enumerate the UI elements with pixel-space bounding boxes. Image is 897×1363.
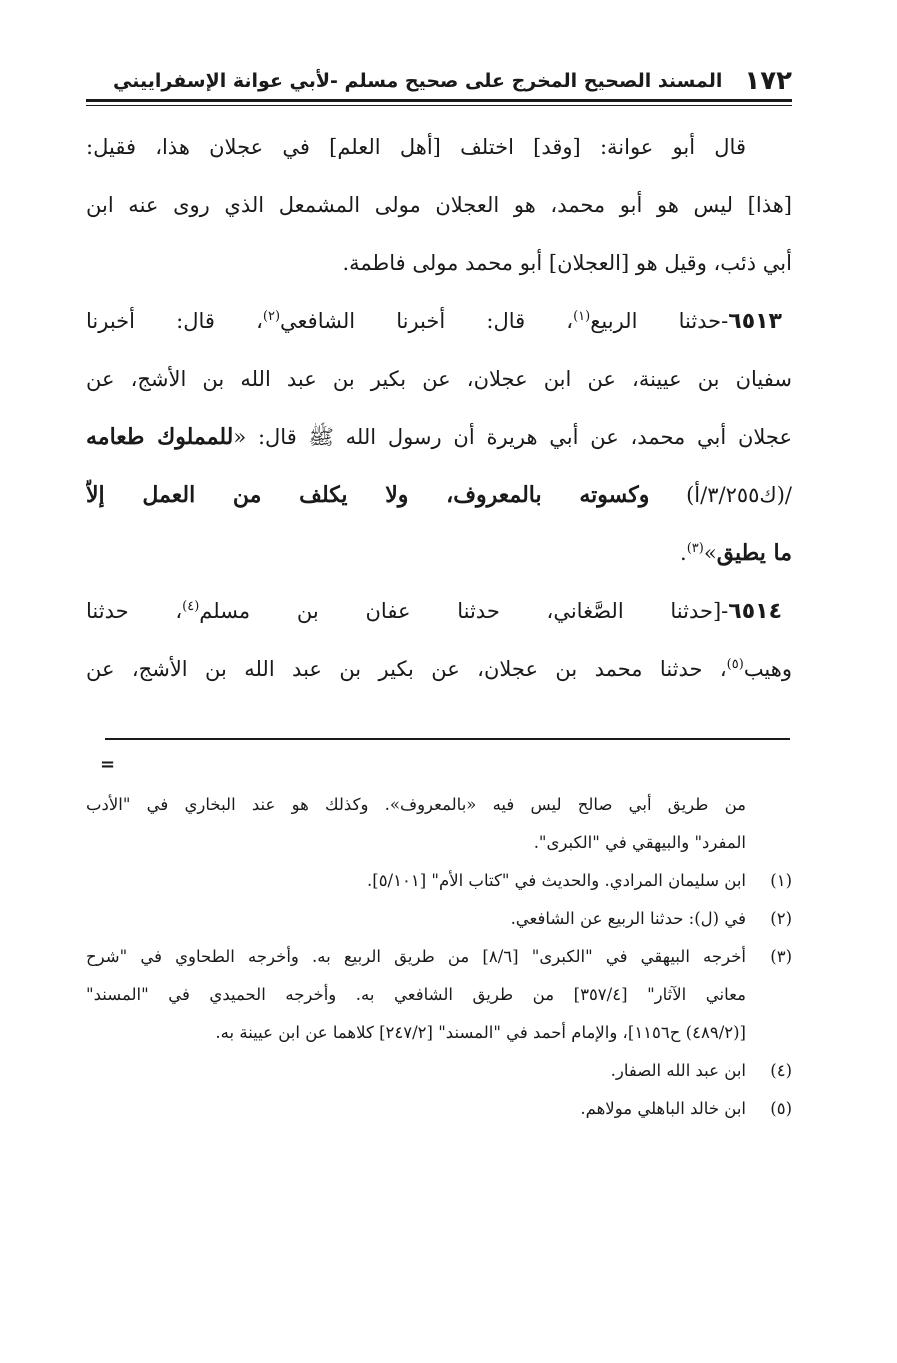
footnote-marker: (٥)	[770, 1099, 792, 1118]
footnote-marker: (٤)	[770, 1061, 792, 1080]
hadith-number: ٦٥١٤	[728, 599, 782, 624]
running-title: المسند الصحيح المخرج على صحيح مسلم -لأبي عوانة الإسفراييني	[113, 70, 723, 92]
hadith-6513-line-3: عجلان أبي محمد، عن أبي هريرة أن رسول الله ﷺ قال: «للمملوك طعامه	[86, 424, 792, 450]
footnote-marker: (١)	[770, 871, 792, 890]
footnote-ref: (٤)	[182, 599, 200, 614]
text-line: [هذا] ليس هو أبو محمد، هو العجلان مولى المشمعل الذي روى عنه ابن	[86, 193, 792, 217]
header-rule-thick	[86, 99, 792, 102]
footnote-1: (١)ابن سليمان المرادي. والحديث في "كتاب الأم" [٥/١٠١].	[86, 862, 792, 900]
hadith-6513-line-4: /(ك٣/٢٥٥/أ) وكسوته بالمعروف، ولا يكلف من العمل إلاّ	[86, 482, 792, 508]
text-line: أبي ذئب، وقيل هو [العجلان] أبو محمد مولى فاطمة.	[342, 251, 792, 275]
hadith-6513-line-5: ما يطيق»$^{(٣)}$.	[680, 540, 792, 566]
footnote-continuation-line: من طريق أبي صالح ليس فيه «بالمعروف». وكذلك هو عند البخاري في "الأدب	[86, 795, 746, 814]
footnote-4: (٤)ابن عبد الله الصفار.	[86, 1052, 792, 1090]
footnote-separator	[105, 738, 790, 740]
hadith-number: ٦٥١٣	[728, 309, 782, 334]
hadith-6513-line-2: سفيان بن عيينة، عن ابن عجلان، عن بكير بن عبد الله بن الأشج، عن	[86, 367, 792, 391]
footnote-marker: (٣)	[770, 947, 792, 966]
footnote-ref: (٣)	[686, 541, 704, 556]
footnote-2: (٢)في (ل): حدثنا الربيع عن الشافعي.	[86, 900, 792, 938]
prophetic-text: وكسوته بالمعروف، ولا يكلف من العمل إلاّ	[86, 482, 650, 508]
footnote-3: (٣)أخرجه البيهقي في "الكبرى" [٨/٦] من طريق الربيع به. وأخرجه الطحاوي في "شرح	[86, 938, 792, 976]
footnote-marker: (٢)	[770, 909, 792, 928]
footnote-ref: (٢)	[262, 309, 281, 324]
page-number: ١٧٢	[744, 66, 792, 96]
footnote-continuation-line: المفرد" والبيهقي في "الكبرى".	[533, 833, 746, 852]
text-line: قال أبو عوانة: [وقد] اختلف [أهل العلم] في عجلان هذا، فقيل:	[86, 135, 746, 159]
page-header	[86, 62, 792, 96]
footnote-continuation-marker: =	[100, 754, 116, 775]
hadith-6514-line-2: وهيب$^{(٥)}$، حدثنا محمد بن عجلان، عن بكير بن عبد الله بن الأشج، عن	[86, 657, 792, 681]
footnote-5: (٥)ابن خالد الباهلي مولاهم.	[86, 1090, 792, 1128]
hadith-6513-line-1: ٦٥١٣-حدثنا الربيع$^{(١)}$، قال: أخبرنا الشافعي$^{(٢)}$، قال: أخبرنا	[86, 309, 782, 334]
footnote-3-line: [(٤٨٩/٢) ح١١٥٦]، والإمام أحمد في "المسند" [٢٤٧/٢] كلاهما عن ابن عيينة به.	[215, 1023, 746, 1042]
prophetic-text: ما يطيق	[716, 540, 792, 566]
footnotes	[86, 786, 792, 1128]
hadith-6514-line-1: ٦٥١٤-[حدثنا الصَّغاني، حدثنا عفان بن مسلم$^{(٤)}$، حدثنا	[86, 599, 782, 624]
header-rule-thin	[86, 105, 792, 106]
footnote-ref: (٥)	[726, 657, 744, 672]
footnote-ref: (١)	[573, 309, 591, 324]
prophetic-text: للمملوك طعامه	[86, 424, 234, 450]
footnote-3-line: معاني الآثار" [٣٥٧/٤] من طريق الشافعي به. وأخرجه الحميدي في "المسند"	[86, 985, 746, 1004]
main-text	[86, 118, 792, 698]
